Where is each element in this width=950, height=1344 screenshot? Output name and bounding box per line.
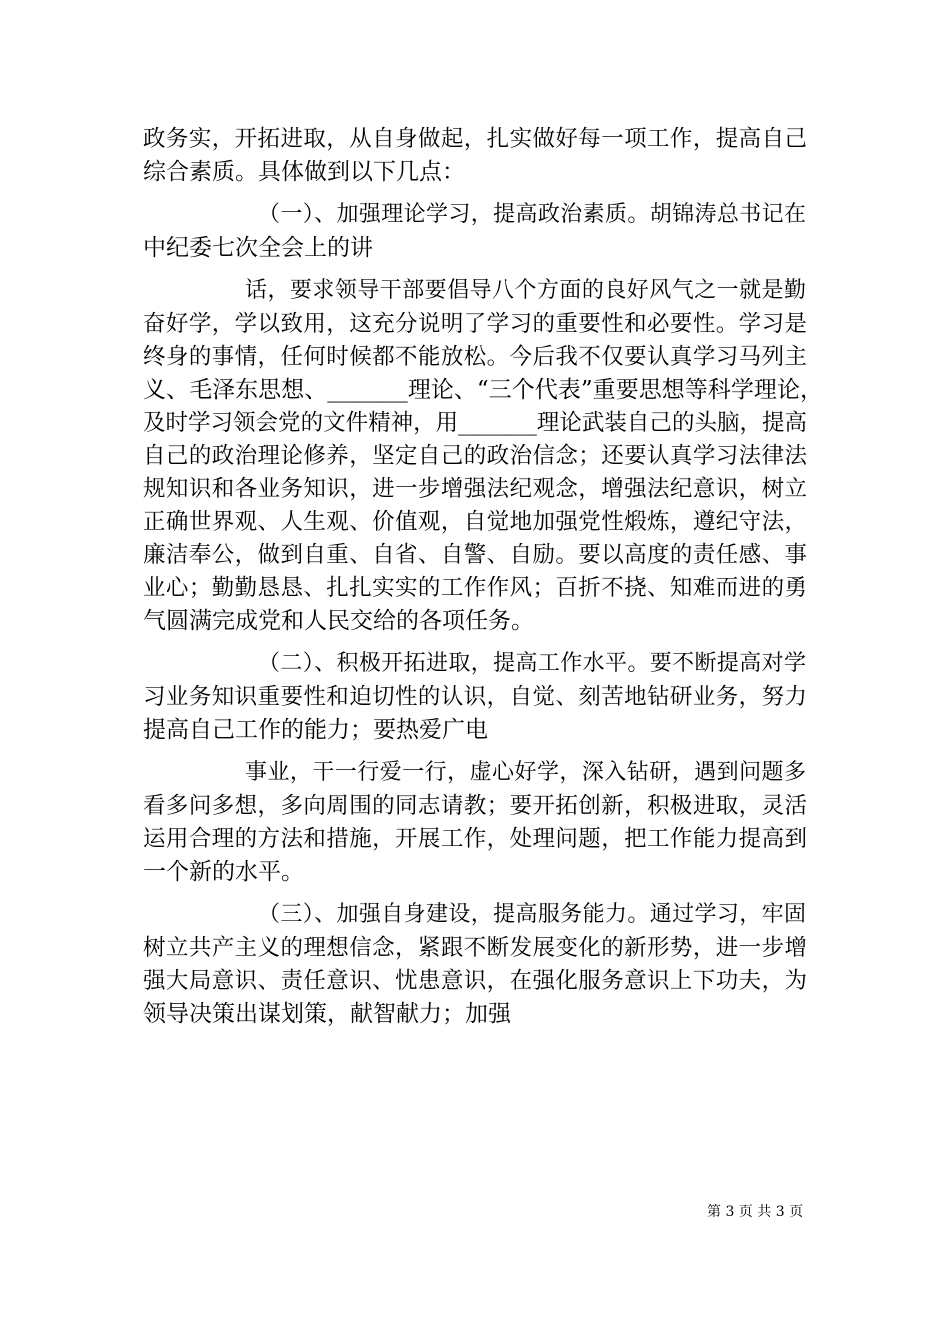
text-line: 运用合理的方法和措施，开展工作，处理问题，把工作能力提高到 bbox=[143, 826, 807, 852]
page-footer: 第 3 页 共 3 页 bbox=[707, 1204, 804, 1220]
text-line: 事业，干一行爱一行，虚心好学，深入钻研，遇到问题多 bbox=[245, 760, 806, 785]
text-line: 正确世界观、人生观、价值观，自觉地加强党性煅炼，遵纪守法， bbox=[143, 509, 807, 535]
text-line: 领导决策出谋划策，献智献力；加强 bbox=[143, 1001, 511, 1027]
text-line: （一）、加强理论学习，提高政治素质。胡锦涛总书记在 bbox=[258, 202, 806, 227]
text-line: 奋好学，学以致用，这充分说明了学习的重要性和必要性。学习是 bbox=[143, 311, 807, 337]
text-line: 提高自己工作的能力；要热爱广电 bbox=[143, 717, 488, 743]
text-line: 义、毛泽东思想、_______理论、“三个代表”重要思想等科学理论， bbox=[143, 377, 823, 403]
text-line: 业心；勤勤恳恳、扎扎实实的工作作风；百折不挠、知难而进的勇 bbox=[143, 575, 807, 601]
text-line: 综合素质。具体做到以下几点： bbox=[143, 159, 465, 185]
text-line: （二）、积极开拓进取，提高工作水平。要不断提高对学 bbox=[258, 651, 806, 676]
text-line: 政务实，开拓进取，从自身做起，扎实做好每一项工作，提高自己 bbox=[143, 126, 807, 152]
text-line: 中纪委七次全会上的讲 bbox=[143, 235, 373, 261]
text-line: 终身的事情，任何时候都不能放松。今后我不仅要认真学习马列主 bbox=[143, 344, 807, 370]
text-line: 习业务知识重要性和迫切性的认识，自觉、刻苦地钻研业务，努力 bbox=[143, 684, 807, 710]
text-line: 强大局意识、责任意识、忧患意识，在强化服务意识上下功夫，为 bbox=[143, 968, 807, 994]
text-line: （三）、加强自身建设，提高服务能力。通过学习，牢固 bbox=[258, 902, 806, 927]
text-line: 规知识和各业务知识，进一步增强法纪观念，增强法纪意识，树立 bbox=[143, 476, 807, 502]
text-line: 看多问多想，多向周围的同志请教；要开拓创新，积极进取，灵活 bbox=[143, 793, 807, 819]
text-line: 话，要求领导干部要倡导八个方面的良好风气之一就是勤 bbox=[245, 278, 806, 303]
text-line: 气圆满完成党和人民交给的各项任务。 bbox=[143, 608, 534, 634]
text-line: 一个新的水平。 bbox=[143, 859, 304, 885]
text-line: 树立共产主义的理想信念，紧跟不断发展变化的新形势，进一步增 bbox=[143, 935, 807, 961]
text-line: 廉洁奉公，做到自重、自省、自警、自励。要以高度的责任感、事 bbox=[143, 542, 807, 568]
text-line: 自己的政治理论修养，坚定自己的政治信念；还要认真学习法律法 bbox=[143, 443, 807, 469]
text-line: 及时学习领会党的文件精神，用_______理论武装自己的头脑，提高 bbox=[143, 410, 807, 436]
